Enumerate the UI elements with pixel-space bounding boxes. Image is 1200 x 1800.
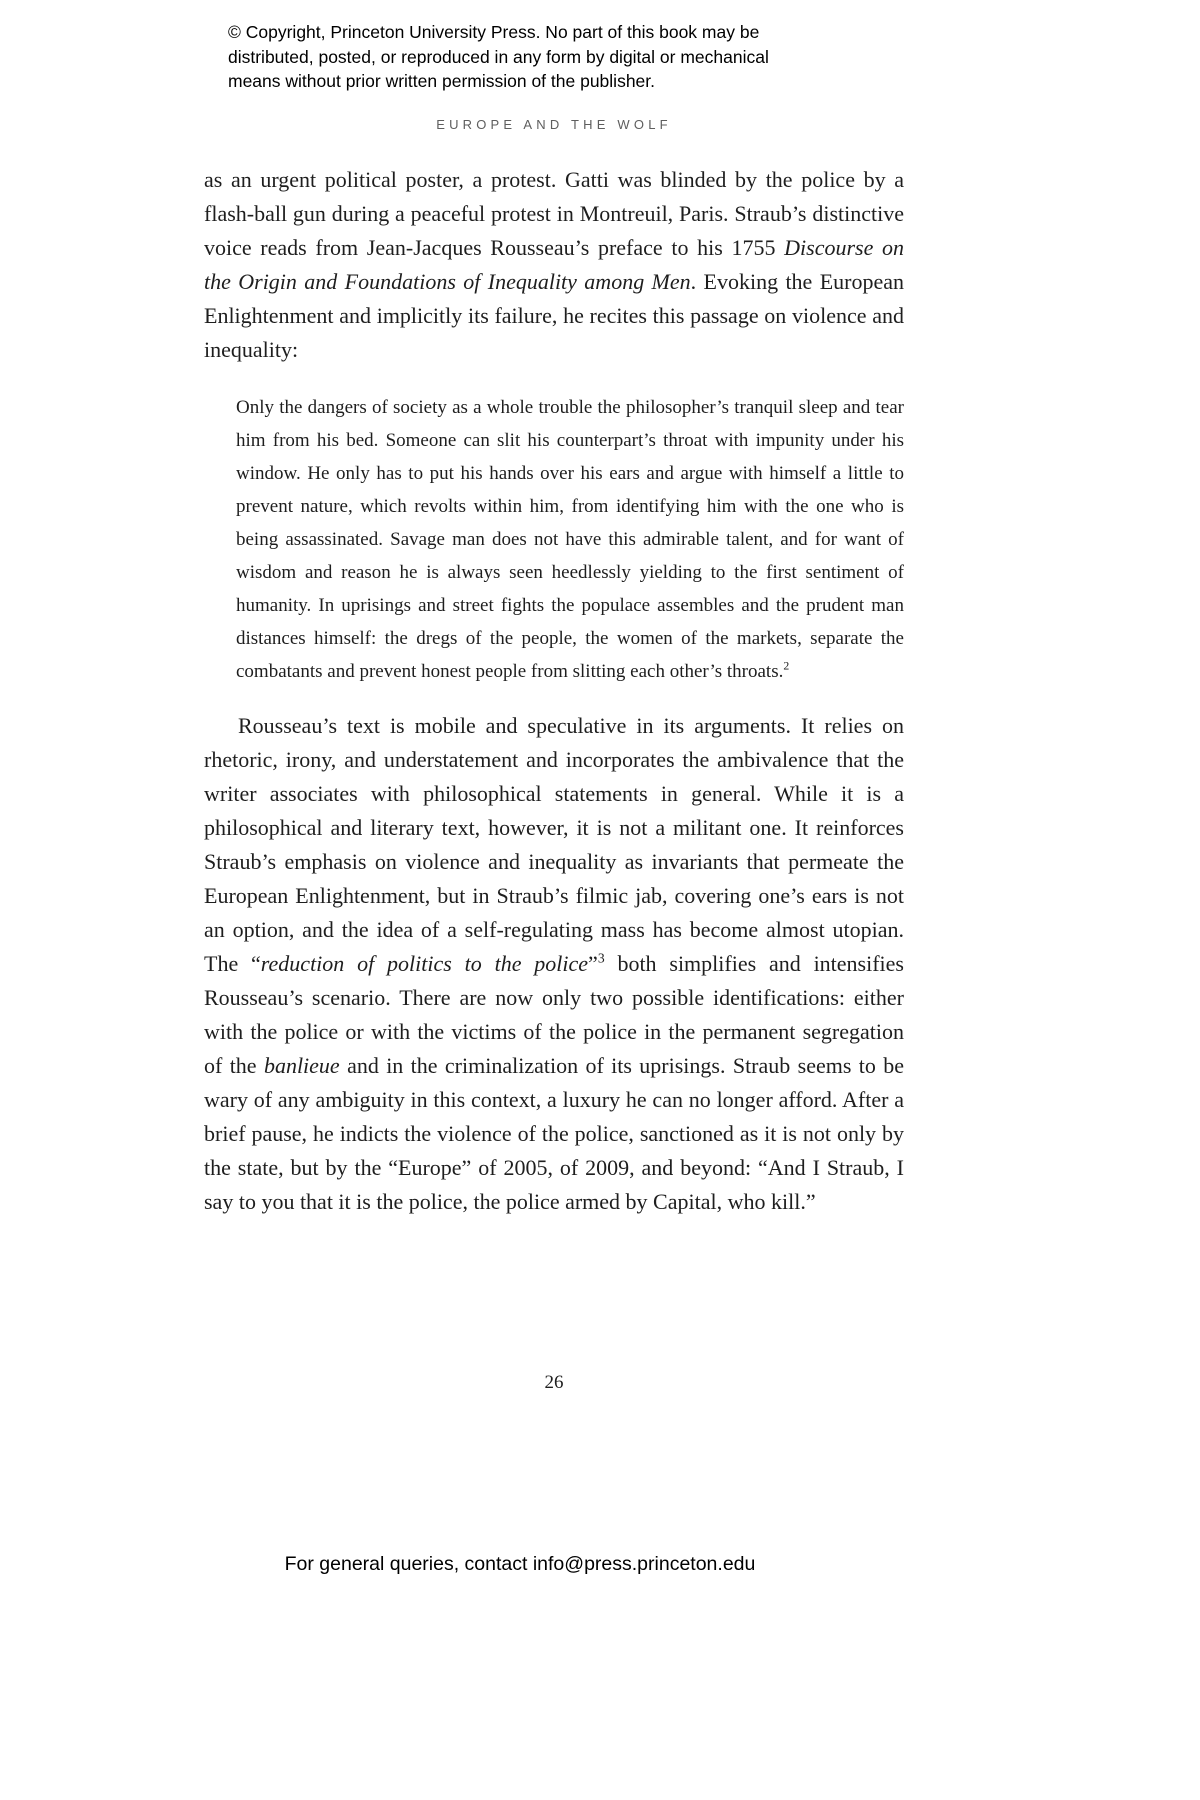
- book-title-italic: Discourse on the Origin and Foundations of Inequality among Men: [204, 235, 905, 294]
- foreign-word-italic: banlieue: [263, 1053, 340, 1078]
- opening-paragraph: [204, 163, 904, 367]
- page-number: 26: [544, 1372, 564, 1393]
- quote-text: Only the dangers of society as a whole trouble the philosopher’s tranquil sleep and tear him from his bed. Someone can slit his counterpart’s throat with impunity under his window. He only has to put his hands over his ears and argue with himself a little to prevent nature, which revolts within him, from identifying him with the one who is being assassinated. Savage man does not have this admirable talent, and for want of wisdom and reason he is always seen heedlessly yielding to the first sentiment of humanity. In uprisings and street fights the populace assembles and the prudent man distances himself: the dregs of the people, the women of the markets, separate the combatants and prevent honest people from slitting each other’s throats.: [236, 397, 904, 682]
- footer-contact-line: For general queries, contact info@press.princeton.edu: [284, 1553, 756, 1575]
- running-head: EUROPE AND THE WOLF: [436, 117, 672, 132]
- footnote-ref-3: 3: [597, 950, 605, 966]
- text-run: ”: [588, 951, 598, 976]
- text-run: Rousseau’s text is mobile and speculative in its arguments. It relies on rhetoric, irony, and understatement and incorporates the ambivalence that the writer associates with philosophical statements in general. While it is a philosophical and literary text, however, it is not a militant one. It reinforces Straub’s emphasis on violence and inequality as invariants that permeate the European Enlightenment, but in Straub’s filmic jab, covering one’s ears is not an option, and the idea of a self-regulating mass has become almost utopian. The “: [204, 713, 904, 976]
- year-figure: 1755: [731, 235, 785, 260]
- copyright-notice: © Copyright, Princeton University Press. No part of this book may be distributed, posted, or reproduced in any form by digital or mechanical means without prior written permission of the publisher.: [228, 22, 769, 91]
- quoted-phrase-italic: reduction of politics to the police: [260, 951, 589, 976]
- text-column: [204, 163, 904, 1219]
- text-run: both simplifies and intensifies Rousseau’s scenario. There are now only two possible identifications: either with the police or with the victims of the police in the permanent segregation of the: [204, 951, 904, 1078]
- body-paragraph: [204, 709, 904, 1219]
- text-run: and in the criminalization of its uprisings. Straub seems to be wary of any ambiguity in this context, a luxury he can no longer afford. After a brief pause, he indicts the violence of the police, sanctioned as it is not only by the state, but by the “Europe” of 2005, of 2009, and beyond: “And I Straub, I say to you that it is the police, the police armed by Capital, who kill.”: [204, 1053, 905, 1214]
- text-run: . Evoking the European Enlightenment and implicitly its failure, he recites this passage on violence and inequality:: [204, 269, 904, 362]
- block-quote: [236, 391, 904, 688]
- text-run: as an urgent political poster, a protest. Gatti was blinded by the police by a flash-ball gun during a peaceful protest in Montreuil, Paris. Straub’s distinctive voice reads from Jean-Jacques Rousseau’s preface to his: [204, 167, 904, 260]
- footnote-ref-2: 2: [783, 659, 790, 673]
